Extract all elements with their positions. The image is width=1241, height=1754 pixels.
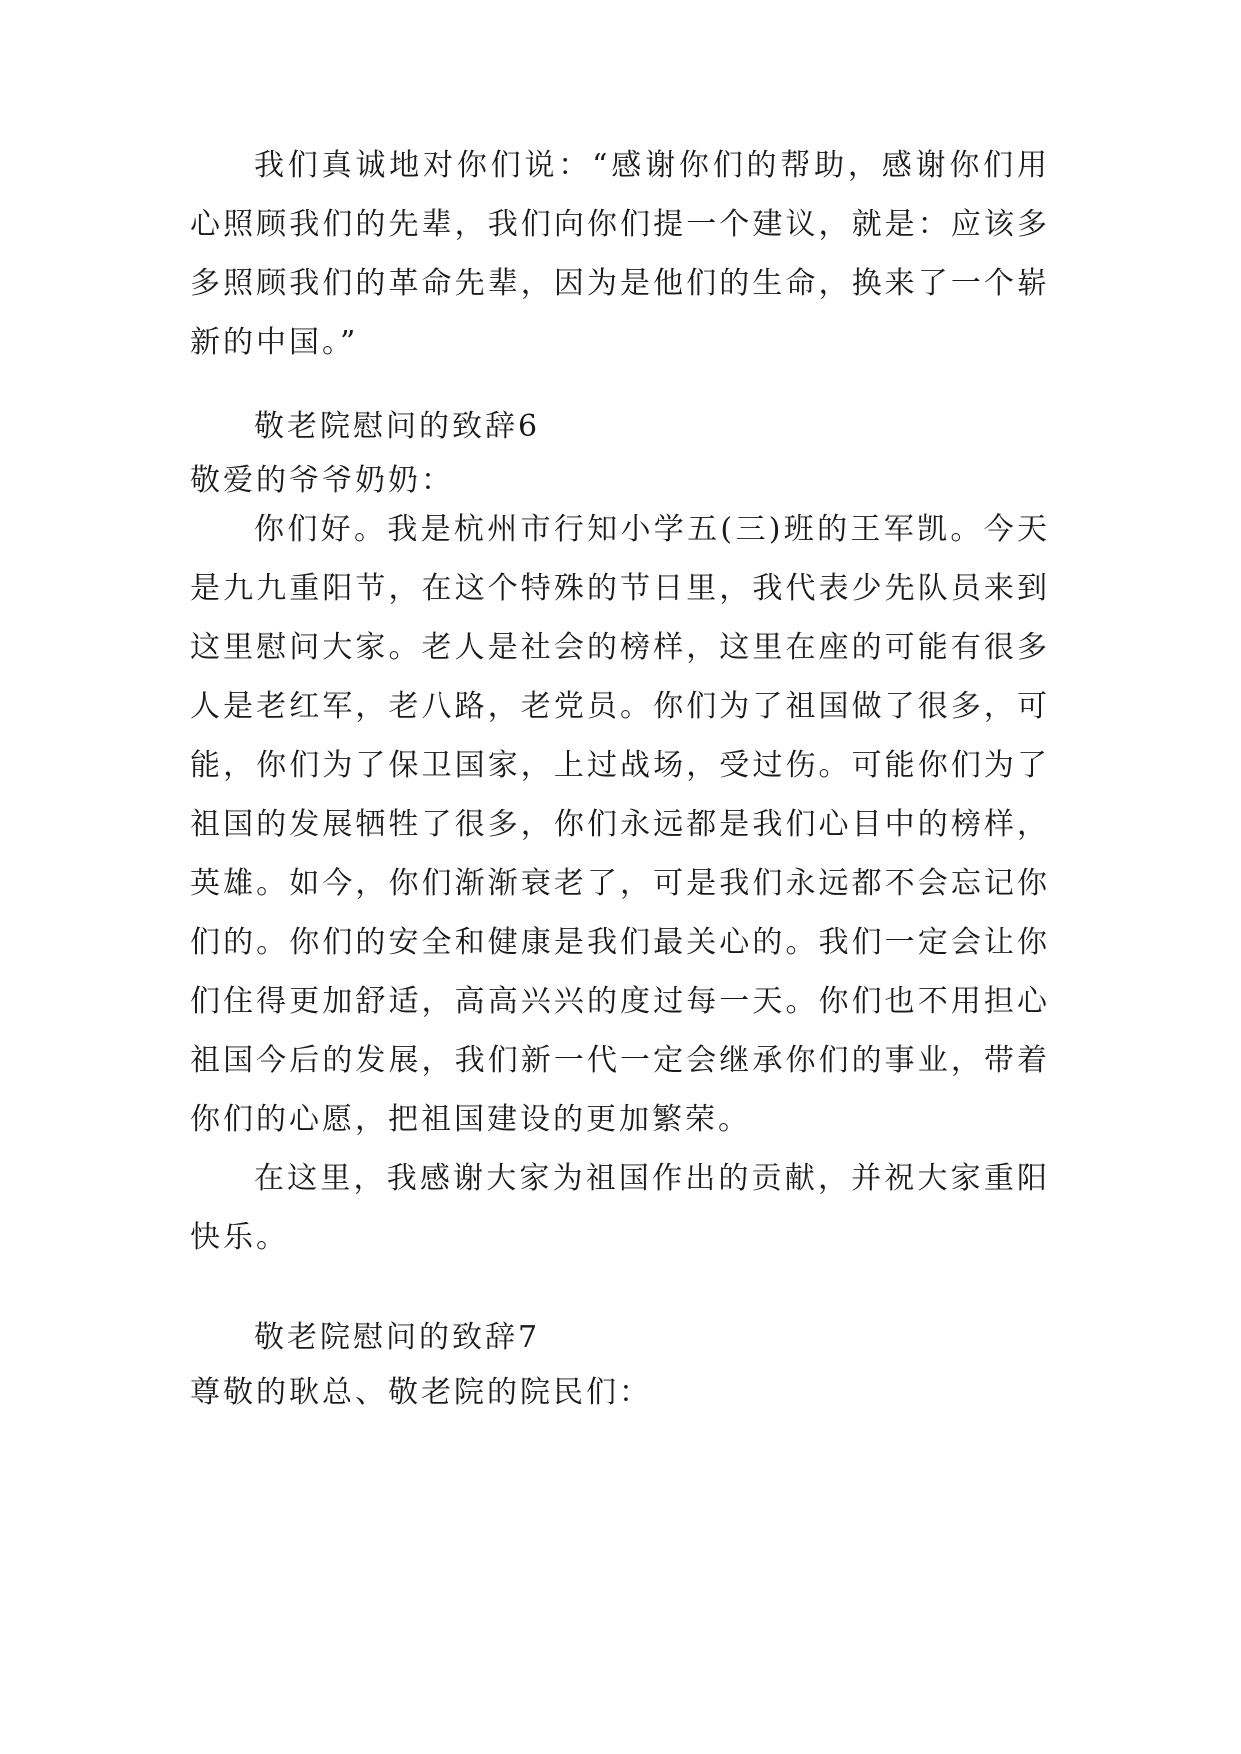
speech-body-6 [190,500,1050,1267]
salutation-7: 尊敬的耿总、敬老院的院民们： [190,1375,652,1410]
section-heading-7: 敬老院慰问的致辞7 [254,1320,541,1355]
closing-paragraph: 我们真诚地对你们说：“感谢你们的帮助，感谢你们用心照顾我们的先辈，我们向你们提一个建议，就是：应该多多照顾我们的革命先辈，因为是他们的生命，换来了一个崭新的中国。” [190,148,1050,360]
salutation-6: 敬爱的爷爷奶奶： [190,463,454,498]
body-paragraph: 在这里，我感谢大家为祖国作出的贡献，并祝大家重阳快乐。 [190,1161,1050,1255]
section-heading-6: 敬老院慰问的致辞6 [254,409,541,444]
closing-paragraph-block [190,136,1050,372]
body-paragraph: 你们好。我是杭州市行知小学五(三)班的王军凯。今天是九九重阳节，在这个特殊的节日里，我代表少先队员来到这里慰问大家。老人是社会的榜样，这里在座的可能有很多人是老红军，老八路，老党员。你们为了祖国做了很多，可能，你们为了保卫国家，上过战场，受过伤。可能你们为了祖国的发展牺牲了很多，你们永远都是我们心目中的榜样，英雄。如今，你们渐渐衰老了，可是我们永远都不会忘记你们的。你们的安全和健康是我们最关心的。我们一定会让你们住得更加舒适，高高兴兴的度过每一天。你们也不用担心祖国今后的发展，我们新一代一定会继承你们的事业，带着你们的心愿，把祖国建设的更加繁荣。 [190,512,1050,1137]
